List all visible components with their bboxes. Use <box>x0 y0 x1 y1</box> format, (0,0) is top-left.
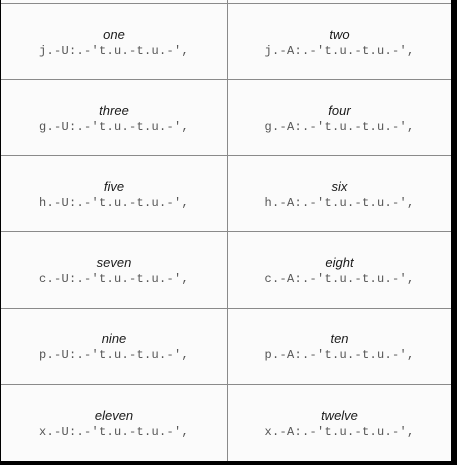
term-word: eleven <box>94 407 134 423</box>
term-code: j.-A:.-'t.u.-t.u.-', <box>264 43 415 58</box>
term-word: four <box>328 102 351 118</box>
term-cell <box>228 156 451 232</box>
term-word: two <box>329 26 350 42</box>
term-cell <box>1 385 228 461</box>
term-word: five <box>103 178 125 194</box>
term-word: six <box>331 178 348 194</box>
term-code: p.-A:.-'t.u.-t.u.-', <box>264 348 415 363</box>
term-grid <box>1 0 451 461</box>
term-cell <box>1 232 228 308</box>
term-word: ten <box>330 331 349 347</box>
term-word: eight <box>325 255 354 271</box>
term-cell <box>228 385 451 461</box>
term-cell <box>228 309 451 385</box>
term-cell <box>1 4 228 80</box>
term-code: c.-U:.-'t.u.-t.u.-', <box>38 272 190 287</box>
term-code: g.-U:.-'t.u.-t.u.-', <box>38 119 190 134</box>
term-cell <box>228 80 451 156</box>
term-code: x.-U:.-'t.u.-t.u.-', <box>38 424 190 439</box>
term-code: h.-A:.-'t.u.-t.u.-', <box>264 195 415 210</box>
term-code: c.-A:.-'t.u.-t.u.-', <box>264 272 415 287</box>
term-cell <box>228 4 451 80</box>
term-code: h.-U:.-'t.u.-t.u.-', <box>38 195 190 210</box>
term-word: nine <box>101 331 127 347</box>
term-cell <box>1 309 228 385</box>
term-word: twelve <box>321 407 358 423</box>
term-code: g.-A:.-'t.u.-t.u.-', <box>264 119 415 134</box>
term-word: three <box>99 102 129 118</box>
term-cell <box>228 232 451 308</box>
term-word: one <box>103 26 125 42</box>
term-word: seven <box>96 255 132 271</box>
term-cell <box>1 156 228 232</box>
term-cell <box>1 80 228 156</box>
term-code: j.-U:.-'t.u.-t.u.-', <box>38 43 190 58</box>
term-code: x.-A:.-'t.u.-t.u.-', <box>264 424 415 439</box>
term-code: p.-U:.-'t.u.-t.u.-', <box>38 348 190 363</box>
